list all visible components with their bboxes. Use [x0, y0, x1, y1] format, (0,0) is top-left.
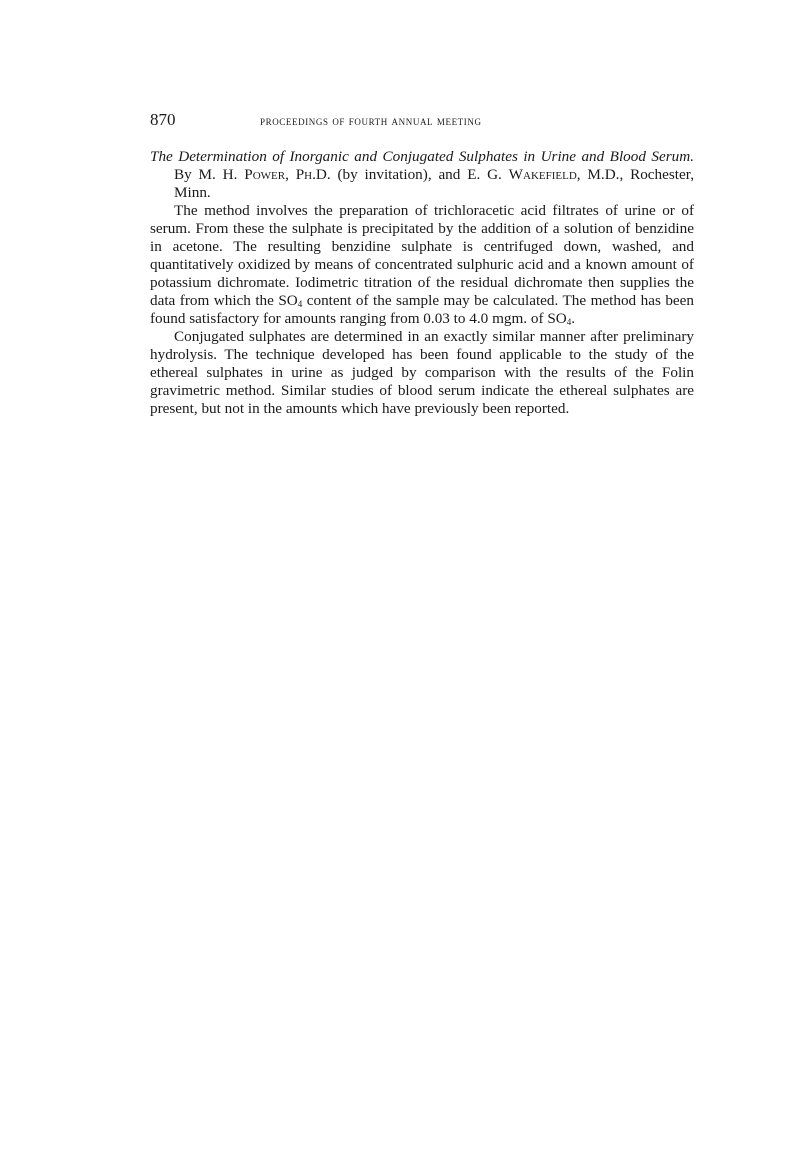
paragraph-1-text-c: .: [571, 310, 576, 327]
running-head-title: proceedings of fourth annual meeting: [260, 114, 482, 128]
article-title: The Determination of Inorganic and Conjugated Sulphates in Urine and Blood Serum.: [150, 148, 694, 165]
paragraph-1-text-b: content of the sample may be calculated. The method has been found satisfactory for amounts ranging from 0.03 to 4.0 mgm. of SO: [150, 292, 694, 327]
journal-page: [150, 110, 694, 418]
author1-note: (by invitation), and E. G.: [330, 166, 509, 183]
running-head: [150, 110, 694, 134]
byline-by: By M. H.: [174, 166, 245, 183]
paragraph-1-text-a: The method involves the preparation of trichloracetic acid filtrates of urine or of serum. From these the sulphate is precipitated by the addition of a solution of benzidine in acetone. The resulting benzidine sulphate is centrifuged down, washed, and quantitatively oxidized by means of concentrated sulphuric acid and a known amount of potassium dichromate. Iodimetric titration of the residual dichromate then supplies the data from which the SO: [150, 202, 694, 309]
article-heading: The Determination of Inorganic and Conjugated Sulphates in Urine and Blood Serum. By M. H. Power, Ph.D. (by invitation), and E. G. Wakefield, M.D., Rochester, Minn.: [150, 148, 694, 201]
body-paragraph-1: [150, 202, 694, 328]
author2-affiliation: , M.D., Rochester, Minn.: [174, 166, 694, 201]
author1-degree: Ph.D.: [295, 166, 331, 183]
subscript-4: 4: [566, 317, 572, 327]
subscript-4: 4: [297, 299, 303, 309]
body-paragraph-2: Conjugated sulphates are determined in an exactly similar manner after preliminary hydrolysis. The technique developed has been found applicable to the study of the ethereal sulphates in urine as judged by comparison with the results of the Folin gravimetric method. Similar studies of blood serum indicate the ethereal sulphates are present, but not in the amounts which have previously been reported.: [150, 328, 694, 417]
page-number: 870: [150, 110, 176, 129]
author2-surname: Wakefield: [508, 166, 577, 183]
author1-surname: Power: [244, 166, 286, 183]
